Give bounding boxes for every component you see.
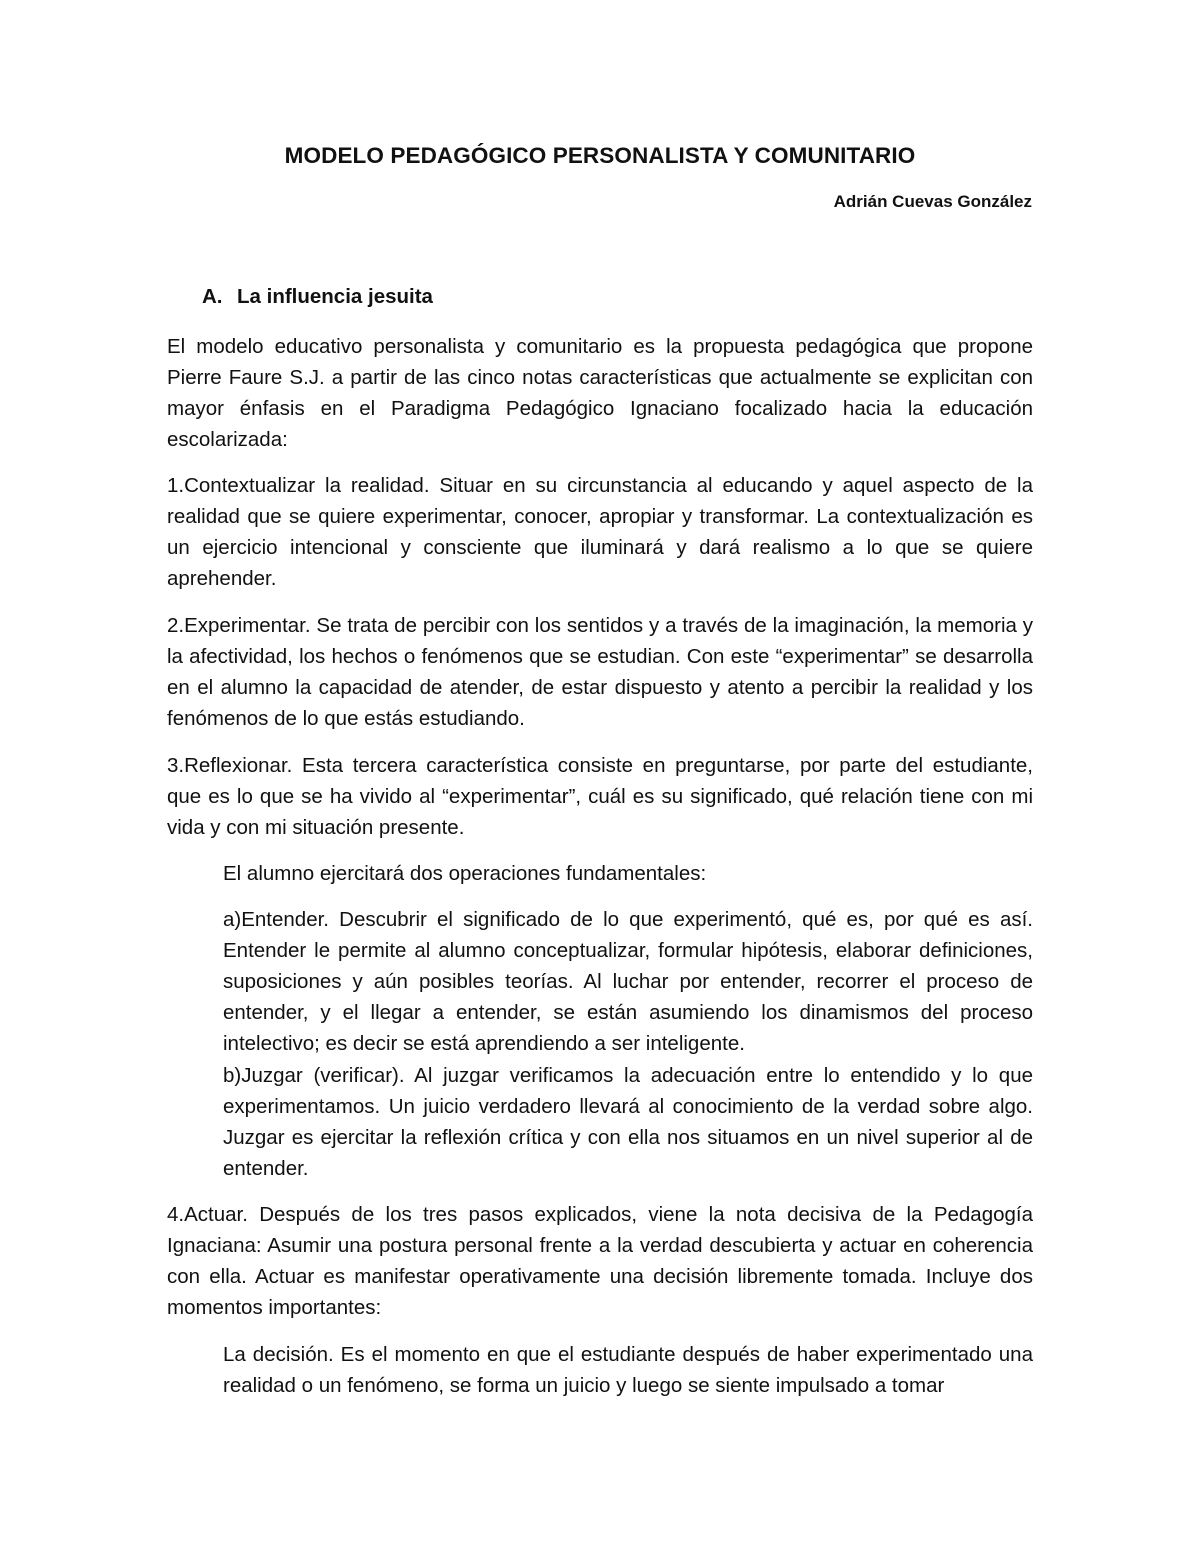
paragraph-juzgar: b)Juzgar (verificar). Al juzgar verificamos la adecuación entre lo entendido y lo que experimentamos. Un juicio verdadero llevará al conocimiento de la verdad sobre algo. Juzgar es ejercitar la reflexión crítica y con ella nos situamos en un nivel superior al de entender. (223, 1064, 1033, 1180)
paragraph-decision: La decisión. Es el momento en que el estudiante después de haber experimentado una realidad o un fenómeno, se forma un juicio y luego se siente impulsado a tomar (223, 1343, 1033, 1397)
section-letter: A. (202, 285, 223, 308)
paragraph-operaciones-intro: El alumno ejercitará dos operaciones fundamentales: (223, 862, 707, 885)
intro-paragraph: El modelo educativo personalista y comunitario es la propuesta pedagógica que propone Pierre Faure S.J. a partir de las cinco notas características que actualmente se explicitan con mayor énfasis en el Paradigma Pedagógico Ignaciano focalizado hacia la educación escolarizada: (167, 335, 1033, 451)
paragraph-actuar: 4.Actuar. Después de los tres pasos explicados, viene la nota decisiva de la Pedagogía Ignaciana: Asumir una postura personal frente a la verdad descubierta y actuar en coherencia con ella. Actuar es manifestar operativamente una decisión libremente tomada. Incluye dos momentos importantes: (167, 1203, 1033, 1319)
paragraph-contextualizar: 1.Contextualizar la realidad. Situar en su circunstancia al educando y aquel aspecto de la realidad que se quiere experimentar, conocer, apropiar y transformar. La contextualización es un ejercicio intencional y consciente que iluminará y dará realismo a lo que se quiere aprehender. (167, 474, 1033, 590)
document-title: MODELO PEDAGÓGICO PERSONALISTA Y COMUNITARIO (284, 143, 916, 168)
paragraph-reflexionar: 3.Reflexionar. Esta tercera característica consiste en preguntarse, por parte del estudiante, que es lo que se ha vivido al “experimentar”, cuál es su significado, qué relación tiene con mi vida y con mi situación presente. (167, 754, 1033, 839)
section-title: La influencia jesuita (237, 285, 433, 308)
paragraph-entender: a)Entender. Descubrir el significado de lo que experimentó, qué es, por qué es así. Entender le permite al alumno conceptualizar, formular hipótesis, elaborar definiciones, suposiciones y aún posibles teorías. Al luchar por entender, recorrer el proceso de entender, y el llegar a entender, se están asumiendo los dinamismos del proceso intelectivo; es decir se está aprendiendo a ser inteligente. (223, 908, 1033, 1055)
section-heading (202, 285, 433, 309)
author-name: Adrián Cuevas González (833, 192, 1032, 211)
paragraph-experimentar: 2.Experimentar. Se trata de percibir con los sentidos y a través de la imaginación, la memoria y la afectividad, los hechos o fenómenos que se estudian. Con este “experimentar” se desarrolla en el alumno la capacidad de atender, de estar dispuesto y atento a percibir la realidad y los fenómenos de lo que estás estudiando. (167, 614, 1033, 730)
